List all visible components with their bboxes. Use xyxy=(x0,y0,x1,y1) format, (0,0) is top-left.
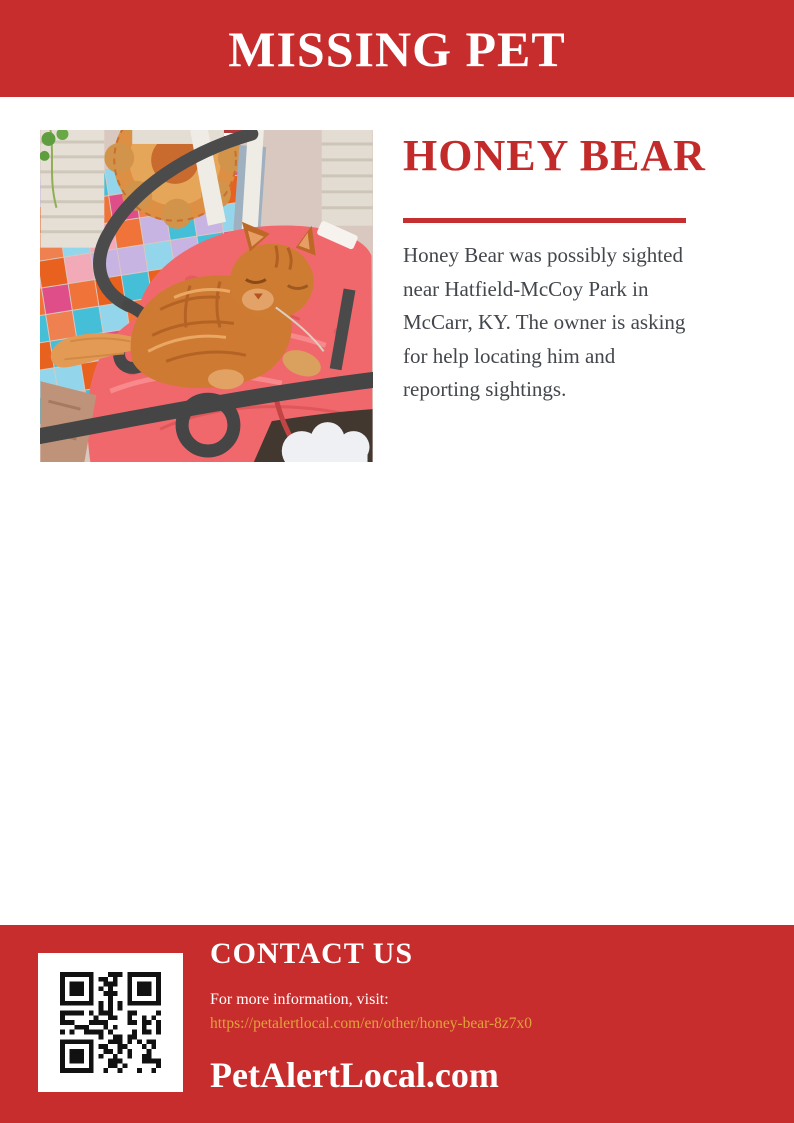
page-title: MISSING PET xyxy=(228,20,566,77)
header-banner xyxy=(0,0,794,97)
wicker-chair-right xyxy=(322,130,373,226)
qr-code[interactable] xyxy=(38,953,183,1092)
divider-line xyxy=(403,218,686,223)
pet-name: HONEY BEAR xyxy=(403,131,706,180)
wicker-bench xyxy=(41,130,105,248)
contact-section xyxy=(210,935,532,1095)
pet-photo xyxy=(40,130,373,462)
footer-banner xyxy=(0,925,794,1123)
pet-photo-image xyxy=(40,130,373,462)
contact-url-link[interactable]: https://petalertlocal.com/en/other/honey-bear-8z7x0 xyxy=(210,1015,533,1032)
qr-code-image xyxy=(60,972,161,1073)
pet-details xyxy=(403,130,706,407)
contact-heading: CONTACT US xyxy=(210,937,414,970)
site-name: PetAlertLocal.com xyxy=(210,1055,499,1095)
contact-info-label: For more information, visit: xyxy=(210,991,389,1008)
pet-description: Honey Bear was possibly sighted near Hatfield-McCoy Park in McCarr, KY. The owner is asking for help locating him and reporting sightings. xyxy=(403,243,686,401)
